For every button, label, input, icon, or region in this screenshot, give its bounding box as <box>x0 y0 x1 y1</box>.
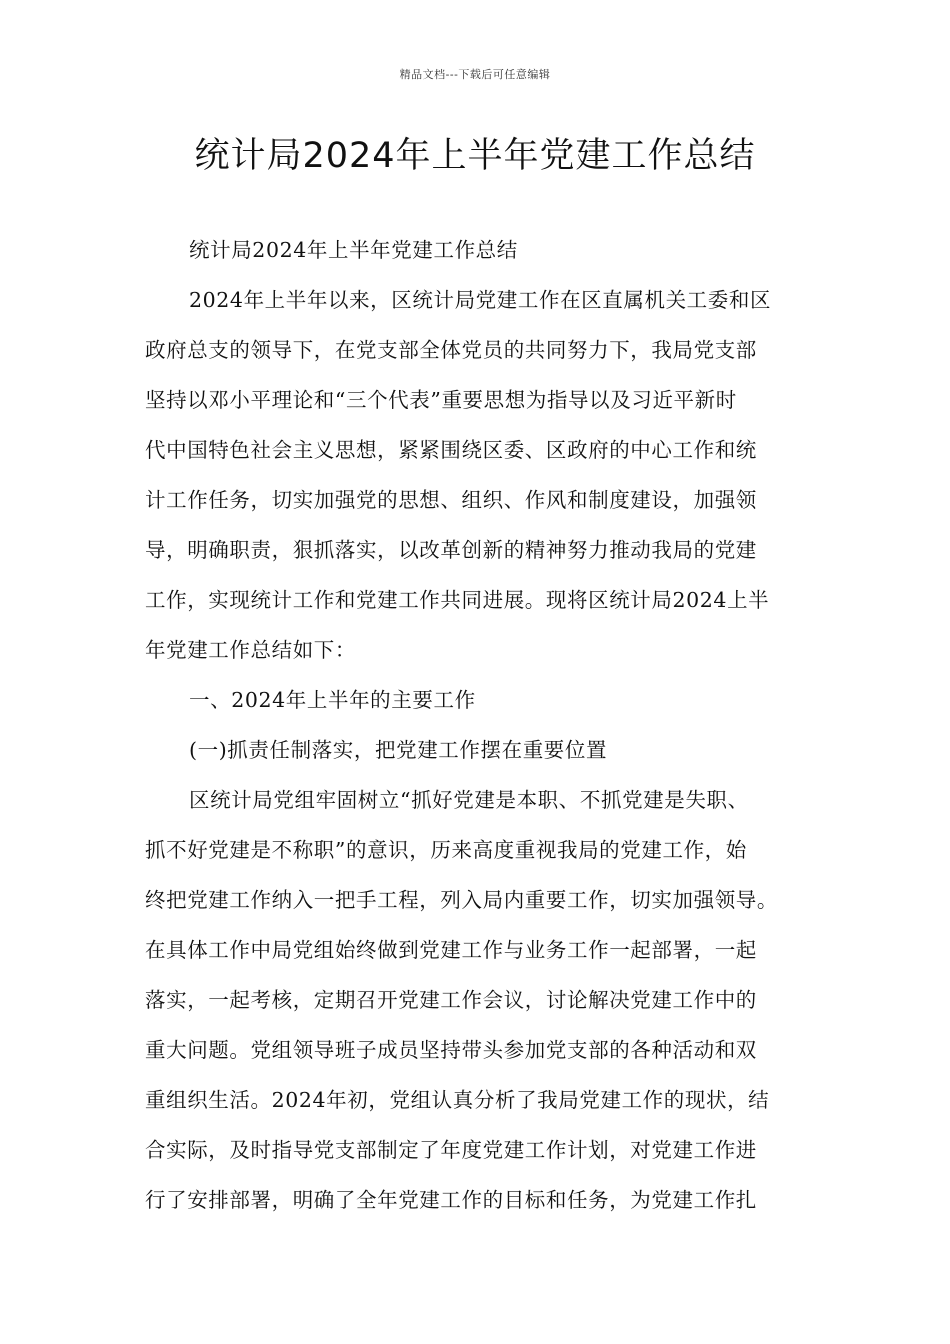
paragraph-line: 2024年上半年以来，区统计局党建工作在区直属机关工委和区 <box>189 288 772 312</box>
paragraph-line: 工作，实现统计工作和党建工作共同进展。现将区统计局2024上半 <box>145 588 770 612</box>
paragraph-line: 合实际，及时指导党支部制定了年度党建工作计划，对党建工作进 <box>145 1138 757 1162</box>
paragraph-line: 重组织生活。2024年初，党组认真分析了我局党建工作的现状，结 <box>145 1088 770 1112</box>
document-body <box>145 225 810 1225</box>
paragraph-line: 重大问题。党组领导班子成员坚持带头参加党支部的各种活动和双 <box>145 1038 757 1062</box>
paragraph-line: 年党建工作总结如下： <box>145 638 356 662</box>
paragraph-line: 抓不好党建是不称职”的意识，历来高度重视我局的党建工作，始 <box>145 838 747 862</box>
paragraph-line: 在具体工作中局党组始终做到党建工作与业务工作一起部署，一起 <box>145 938 757 962</box>
header-note: 精品文档---下载后可任意编辑 <box>399 68 551 81</box>
paragraph-line: 终把党建工作纳入一把手工程，列入局内重要工作，切实加强领导。 <box>145 888 778 912</box>
subtitle-line: 统计局2024年上半年党建工作总结 <box>189 238 518 262</box>
paragraph-line: 代中国特色社会主义思想，紧紧围绕区委、区政府的中心工作和统 <box>145 438 757 462</box>
subsection-heading: (一)抓责任制落实，把党建工作摆在重要位置 <box>189 738 608 762</box>
paragraph-line: 区统计局党组牢固树立“抓好党建是本职、不抓党建是失职、 <box>189 788 749 812</box>
paragraph-line: 计工作任务，切实加强党的思想、组织、作风和制度建设，加强领 <box>145 488 757 512</box>
paragraph-line: 坚持以邓小平理论和“三个代表”重要思想为指导以及习近平新时 <box>145 388 737 412</box>
paragraph-line: 落实，一起考核，定期召开党建工作会议，讨论解决党建工作中的 <box>145 988 757 1012</box>
paragraph-line: 行了安排部署，明确了全年党建工作的目标和任务，为党建工作扎 <box>145 1188 757 1212</box>
paragraph-line: 导，明确职责，狠抓落实，以改革创新的精神努力推动我局的党建 <box>145 538 757 562</box>
paragraph-line: 政府总支的领导下，在党支部全体党员的共同努力下，我局党支部 <box>145 338 757 362</box>
page-title: 统计局2024年上半年党建工作总结 <box>194 136 756 176</box>
section-heading: 一、2024年上半年的主要工作 <box>189 688 476 712</box>
